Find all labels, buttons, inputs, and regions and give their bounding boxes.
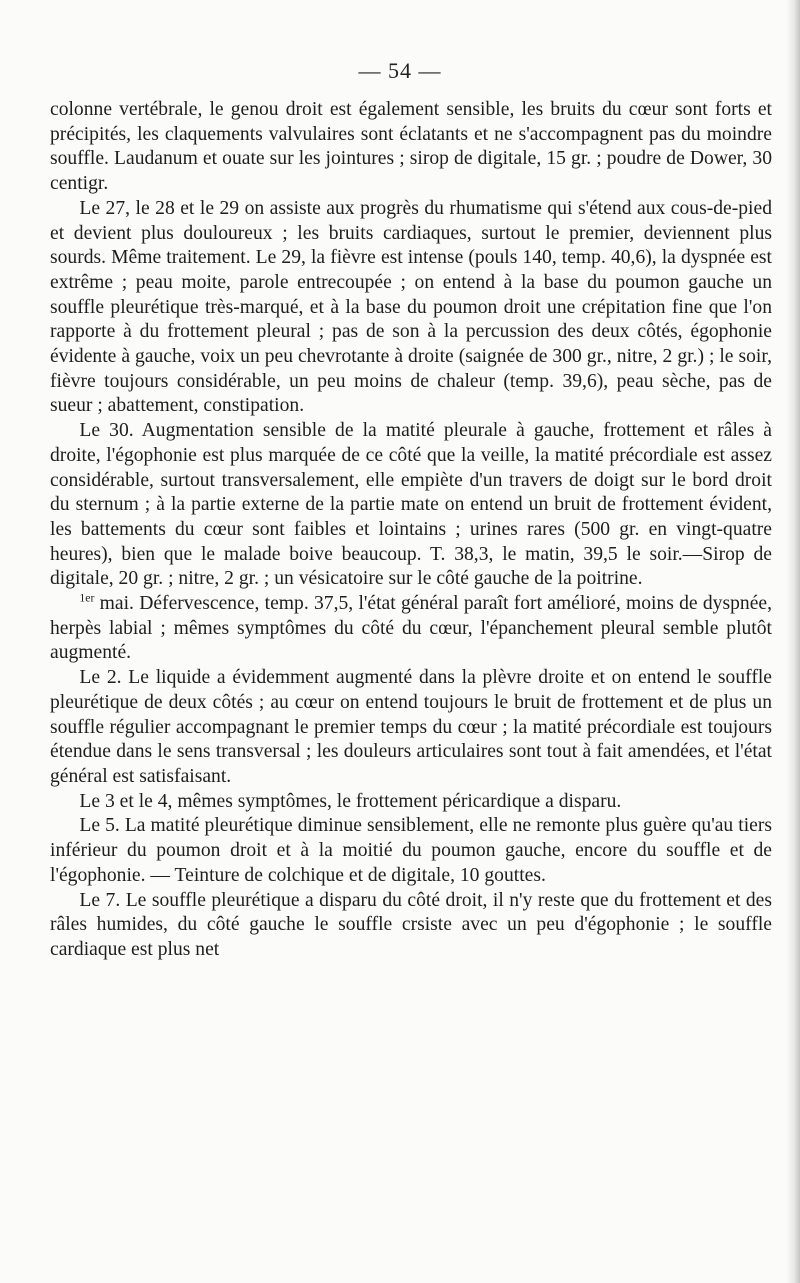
paragraph-1er-mai bbox=[50, 592, 772, 666]
paragraph-continuation: colonne vertébrale, le genou droit est également sensible, les bruits du cœur sont forts et précipités, les claquements valvulaires sont éclatants et ne s'accompagnent pas du moindre souffle. Laudanum et ouate sur les jointures ; sirop de digitale, 15 gr. ; poudre de Dower, 30 centigr. bbox=[50, 99, 772, 195]
paragraph-le-3-et-4: Le 3 et le 4, mêmes symptômes, le frottement péricardique a disparu. bbox=[79, 790, 622, 812]
paragraph-le-5: Le 5. La matité pleurétique diminue sensiblement, elle ne remonte plus guère qu'au tiers inférieur du poumon droit et à la moitié du poumon gauche, encore du souffle et de l'égophonie. — Teinture de colchique et de digitale, 10 gouttes. bbox=[50, 815, 772, 886]
page-edge-shadow bbox=[786, 0, 800, 1283]
paragraph-le-7: Le 7. Le souffle pleurétique a disparu du côté droit, il n'y reste que du frottement et des râles humides, du côté gauche le souffle crsiste avec un peu d'égophonie ; le souffle cardiaque est plus net bbox=[50, 889, 772, 960]
paragraph-1er-mai-text: mai. Défervescence, temp. 37,5, l'état général paraît fort amélioré, moins de dyspnée, herpès labial ; mêmes symptômes du côté du cœur, l'épanchement pleural semble plutôt augmenté. bbox=[50, 593, 772, 664]
paragraph-le-27: Le 27, le 28 et le 29 on assiste aux progrès du rhumatisme qui s'étend aux cous-de-pied et devient plus douloureux ; les bruits cardiaques, surtout le premier, deviennent plus sourds. Même traitement. Le 29, la fièvre est intense (pouls 140, temp. 40,6), la dyspnée est extrême ; peau moite, parole entrecoupée ; on entend à la base du poumon gauche un souffle pleurétique très-marqué, et à la base du poumon droit une crépitation fine que l'on rapporte à du frottement pleural ; pas de son à la percussion des deux côtés, égophonie évidente à gauche, voix un peu chevrotante à droite (saignée de 300 gr., nitre, 2 gr.) ; le soir, fièvre toujours considérable, un peu moins de chaleur (temp. 39,6), peau sèche, pas de sueur ; abattement, constipation. bbox=[50, 197, 772, 417]
page-number-header: — 54 — bbox=[358, 58, 442, 83]
paragraph-le-2: Le 2. Le liquide a évidemment augmenté dans la plèvre droite et on entend le souffle pleurétique de deux côtés ; au cœur on entend toujours le bruit de frottement et de plus un souffle régulier accompagnant le premier temps du cœur ; la matité précordiale est toujours étendue dans le sens transversal ; les douleurs articulaires sont tout à fait amendées, et l'état général est satisfaisant. bbox=[50, 667, 772, 787]
ordinal-superscript: 1er bbox=[79, 591, 95, 605]
body-text bbox=[50, 98, 772, 963]
paragraph-le-30: Le 30. Augmentation sensible de la matité pleurale à gauche, frottement et râles à droite, l'égophonie est plus marquée de ce côté que la veille, la matité précordiale est assez considérable, surtout transversalement, elle empiète d'un travers de doigt sur le bord droit du sternum ; à la partie externe de la partie mate on entend un bruit de frottement évident, les battements du cœur sont faibles et lointains ; urines rares (500 gr. en vingt-quatre heures), bien que le malade boive beaucoup. T. 38,3, le matin, 39,5 le soir.—Sirop de digitale, 20 gr. ; nitre, 2 gr. ; un vésicatoire sur le côté gauche de la poitrine. bbox=[50, 420, 772, 590]
